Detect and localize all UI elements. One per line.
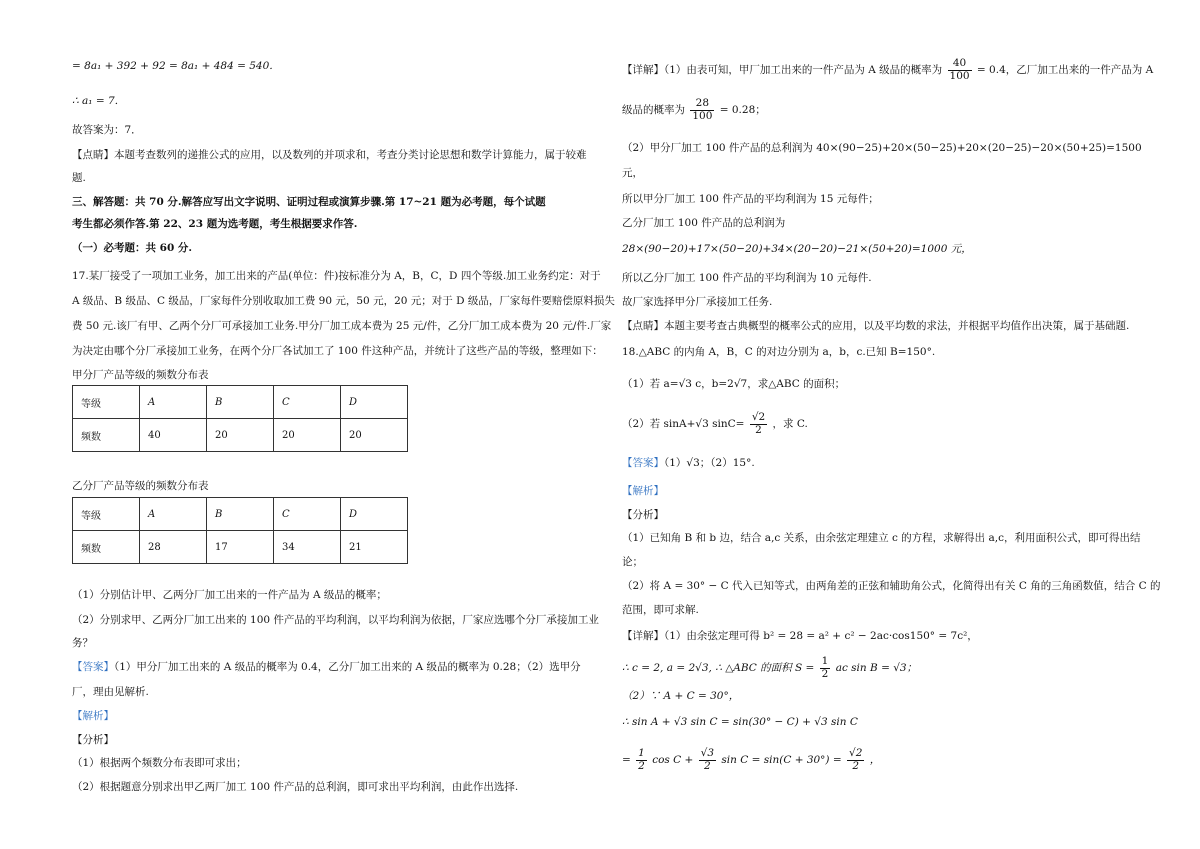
detail-line	[622, 748, 880, 772]
table-cell: 17	[207, 531, 274, 564]
detail-line: 所以乙分厂加工 100 件产品的平均利润为 10 元每件.	[622, 272, 872, 284]
question-text: A 级品、B 级品、C 级品，厂家每件分别收取加工费 90 元，50 元，20 元；对于 D 级品，厂家每件要赔偿原料损失	[72, 295, 615, 307]
answer-text: （1）甲分厂加工出来的 A 级品的概率为 0.4，乙分厂加工出来的 A 级品的概率为 0.28；（2）选甲分	[114, 661, 581, 673]
numerator: 40	[948, 58, 972, 71]
numerator: √3	[700, 747, 715, 759]
denominator: 2	[852, 759, 860, 772]
frequency-table-jia	[72, 385, 408, 452]
table-title: 甲分厂产品等级的频数分布表	[72, 369, 209, 381]
question-part: （1）若 a=√3 c，b=2√7，求△ABC 的面积；	[622, 378, 846, 390]
table-cell: 40	[140, 419, 207, 452]
section-heading: 三、解答题：共 70 分.解答应写出文字说明、证明过程或演算步骤.第 17~21 题为必考题，每个试题	[72, 196, 546, 208]
detail-text: ac sin B = √3；	[835, 662, 918, 675]
denominator: 2	[638, 759, 645, 772]
denominator: 2	[821, 667, 829, 680]
answer-line	[622, 457, 755, 470]
table-cell: D	[341, 386, 408, 419]
detail-line: 【详解】（1）由余弦定理可得 b² = 28 = a² + c² − 2ac·cos150° = 7c²，	[622, 630, 978, 642]
table-row	[73, 386, 408, 419]
table-row	[73, 419, 408, 452]
answer-line: 故答案为：7．	[72, 124, 142, 136]
table-cell: A	[140, 498, 207, 531]
table-cell: B	[207, 386, 274, 419]
analysis-line: （1）已知角 B 和 b 边，结合 a,c 关系，由余弦定理建立 c 的方程，求解得出 a,c，利用面积公式，即可得出结	[622, 532, 1141, 544]
note-line: 【点睛】本题考查数列的递推公式的应用，以及数列的并项求和，考查分类讨论思想和数学计算能力，属于较难	[72, 149, 587, 161]
analysis-line: （2）将 A = 30° − C 代入已知等式，由两角差的正弦和辅助角公式，化简得出有关 C 角的三角函数值，结合 C 的	[622, 580, 1161, 592]
analysis-tag: 【解析】	[622, 485, 664, 497]
table-cell: D	[341, 498, 408, 531]
detail-text: 级品的概率为	[622, 104, 685, 117]
equation-line: ∴ a₁ = 7．	[72, 95, 126, 107]
question-part	[622, 412, 808, 436]
detail-text: ，	[869, 754, 881, 767]
analysis-tag: 【解析】	[72, 710, 114, 722]
fraction	[750, 412, 767, 436]
detail-text: =	[622, 754, 631, 767]
answer-line	[72, 661, 581, 674]
detail-text: sin C = sin(C + 30°) =	[721, 754, 842, 767]
detail-text: 【详解】（1）由表可知，甲厂加工出来的一件产品为 A 级品的概率为	[622, 64, 943, 77]
analysis-line: （1）根据两个频数分布表即可求出；	[72, 757, 247, 769]
table-row	[73, 498, 408, 531]
numerator: √2	[849, 747, 863, 759]
analysis-line: 范围，即可求解.	[622, 604, 699, 616]
analysis-heading: 【分析】	[622, 509, 664, 521]
detail-text: ∴ c = 2, a = 2√3, ∴ △ABC 的面积 S =	[622, 662, 815, 675]
table-cell: 34	[274, 531, 341, 564]
answer-tag: 【答案】	[622, 457, 664, 469]
note-line: 题.	[72, 172, 86, 184]
question-text: 17.某厂接受了一项加工业务，加工出来的产品(单位：件)按标准分为 A，B，C，D 四个等级.加工业务约定：对于	[72, 270, 601, 282]
numerator: √2	[751, 411, 766, 423]
fraction	[636, 748, 647, 772]
detail-line: （2）甲分厂加工 100 件产品的总利润为 40×(90−25)+20×(50−25)+20×(20−25)−20×(50+25)=1500	[622, 142, 1142, 154]
table-cell: 等级	[73, 386, 140, 419]
numerator: 1	[638, 747, 645, 759]
analysis-line: 论；	[622, 556, 643, 568]
subsection-heading: （一）必考题：共 60 分.	[72, 242, 193, 254]
table-row	[73, 531, 408, 564]
fraction	[699, 748, 716, 772]
table-cell: 20	[341, 419, 408, 452]
numerator: 1	[821, 655, 829, 667]
table-cell: 频数	[73, 419, 140, 452]
table-cell: 20	[274, 419, 341, 452]
denominator: 2	[703, 759, 711, 772]
denominator: 100	[949, 69, 970, 82]
fraction	[948, 58, 972, 82]
fraction	[690, 98, 714, 122]
question-text: （2）若 sinA+√3 sinC=	[622, 418, 745, 431]
equation-line: = 8a₁ + 392 + 92 = 8a₁ + 484 = 540．	[72, 60, 280, 72]
frequency-table-yi	[72, 497, 408, 564]
detail-line: 元，	[622, 167, 643, 179]
detail-text: cos C +	[652, 754, 694, 767]
table-cell: A	[140, 386, 207, 419]
question-text: 费 50 元.该厂有甲、乙两个分厂可承接加工业务.甲分厂加工成本费为 25 元/件，乙分厂加工成本费为 20 元/件.厂家	[72, 320, 612, 332]
note-line: 【点睛】本题主要考查古典概型的概率公式的应用，以及平均数的求法，并根据平均值作出决策，属于基础题.	[622, 320, 1130, 332]
detail-text: = 0.4，乙厂加工出来的一件产品为 A	[976, 64, 1154, 77]
table-cell: 等级	[73, 498, 140, 531]
table-cell: 28	[140, 531, 207, 564]
table-cell: C	[274, 386, 341, 419]
question-part: 务？	[72, 637, 93, 649]
table-cell: 21	[341, 531, 408, 564]
denominator: 2	[755, 423, 762, 436]
fraction	[820, 656, 831, 680]
detail-line: ∴ sin A + √3 sin C = sin(30° − C) + √3 sin C	[622, 716, 858, 728]
answer-text: （1）√3；（2）15°.	[664, 457, 755, 469]
table-cell: B	[207, 498, 274, 531]
analysis-line: （2）根据题意分别求出甲乙两厂加工 100 件产品的总利润，即可求出平均利润，由此作出选择.	[72, 781, 519, 793]
table-cell: 20	[207, 419, 274, 452]
detail-line	[622, 58, 1153, 82]
detail-line: 28×(90−20)+17×(50−20)+34×(20−20)−21×(50+20)=1000 元，	[622, 243, 972, 255]
analysis-heading: 【分析】	[72, 734, 114, 746]
numerator: 28	[690, 98, 714, 111]
detail-line	[622, 98, 766, 122]
question-text: ，求 C.	[772, 418, 808, 431]
section-heading: 考生都必须作答.第 22、23 题为选考题，考生根据要求作答.	[72, 218, 358, 230]
question-text: 为决定由哪个分厂承接加工业务，在两个分厂各试加工了 100 件这种产品，并统计了这些产品的等级，整理如下：	[72, 345, 603, 357]
fraction	[847, 748, 864, 772]
question-part: （2）分别求甲、乙两分厂加工出来的 100 件产品的平均利润，以平均利润为依据，厂家应选哪个分厂承接加工业	[72, 614, 599, 626]
detail-line	[622, 656, 917, 680]
detail-text: = 0.28；	[719, 104, 766, 117]
table-cell: 频数	[73, 531, 140, 564]
answer-line: 厂，理由见解析.	[72, 686, 149, 698]
denominator: 100	[692, 109, 713, 122]
answer-tag: 【答案】	[72, 661, 114, 673]
question-text: 18.△ABC 的内角 A，B，C 的对边分别为 a，b，c.已知 B=150°.	[622, 346, 936, 358]
detail-line: 故厂家选择甲分厂承接加工任务.	[622, 296, 773, 308]
detail-line: （2）∵ A + C = 30°，	[622, 690, 740, 702]
detail-line: 乙分厂加工 100 件产品的总利润为	[622, 217, 786, 229]
question-part: （1）分别估计甲、乙两分厂加工出来的一件产品为 A 级品的概率；	[72, 589, 387, 601]
table-title: 乙分厂产品等级的频数分布表	[72, 480, 209, 492]
table-cell: C	[274, 498, 341, 531]
detail-line: 所以甲分厂加工 100 件产品的平均利润为 15 元每件；	[622, 193, 879, 205]
